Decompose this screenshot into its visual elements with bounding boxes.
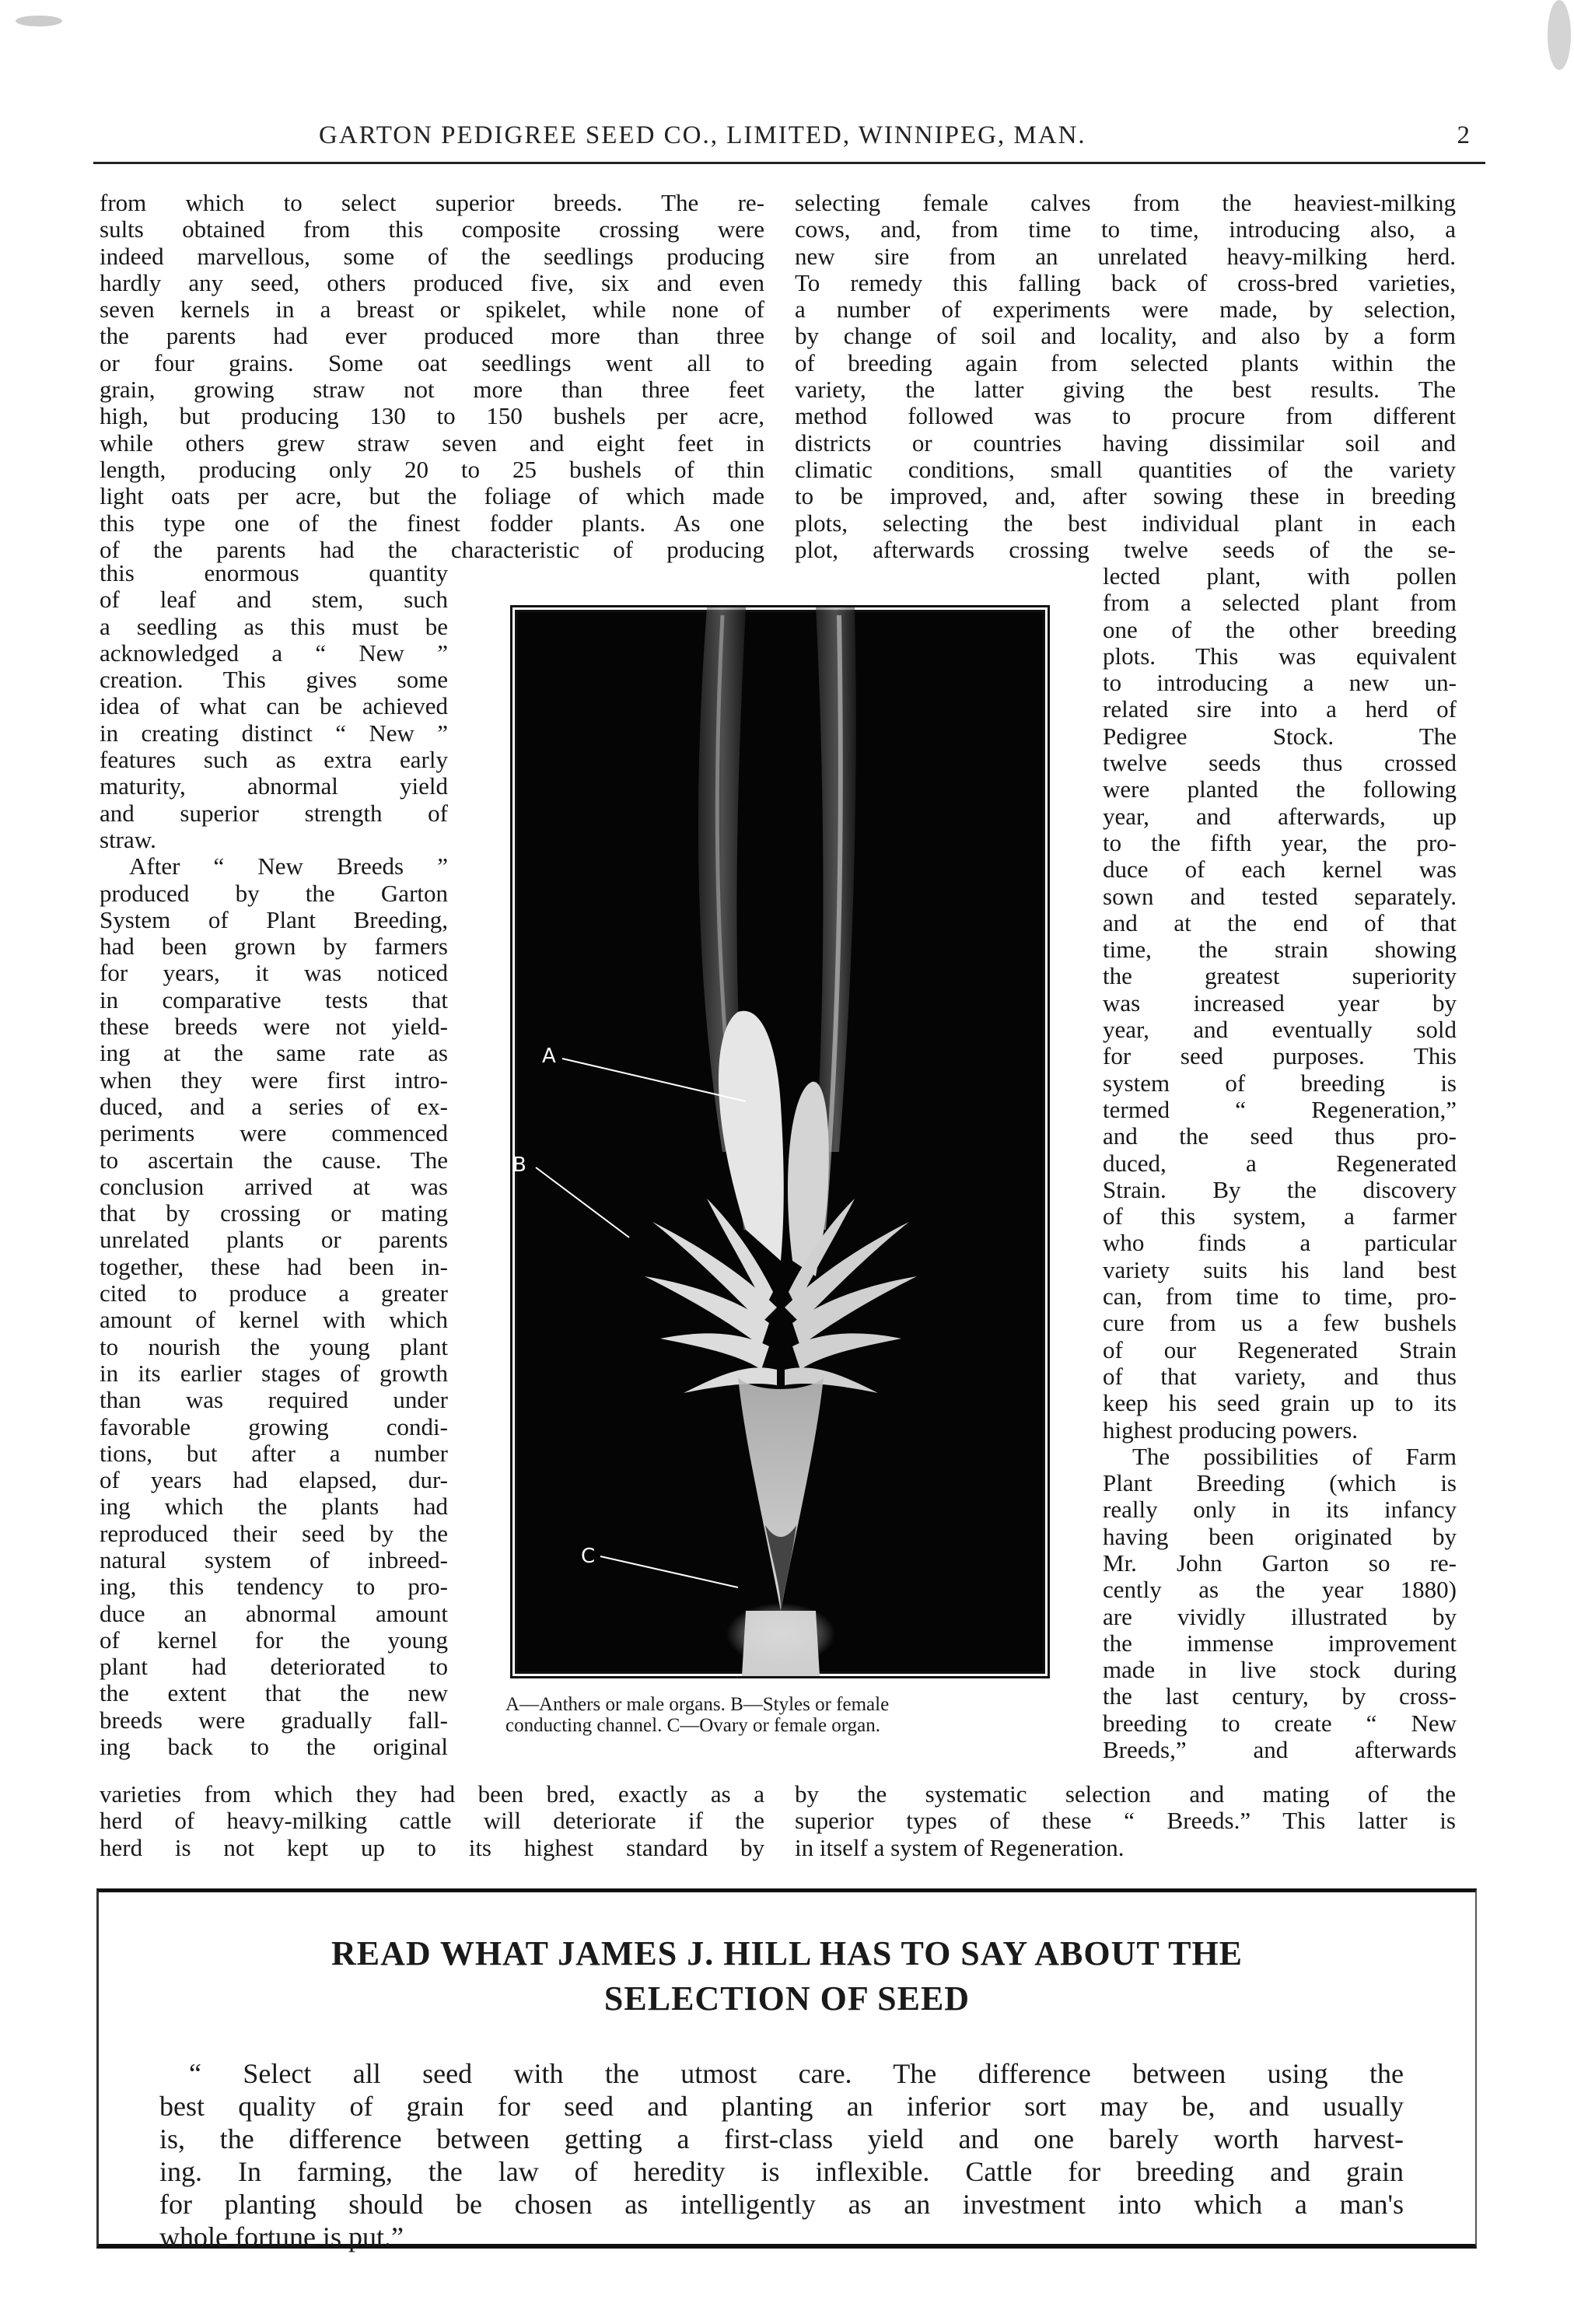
text-line: superior types of these “ Breeds.” This latter is [795, 1807, 1456, 1835]
text-line: a number of experiments were made, by selection, [795, 296, 1456, 324]
text-line: to the fifth year, the pro- [1103, 828, 1457, 856]
left-column-bottom [100, 1781, 764, 1861]
text-line: by the systematic selection and mating of the [795, 1780, 1456, 1808]
text-line: of this system, a farmer [1103, 1202, 1457, 1230]
text-line: of leaf and stem, such [100, 586, 448, 614]
text-line: districts or countries having dissimilar soil and [795, 429, 1456, 457]
text-line: varieties from which they had been bred, exactly as a [100, 1780, 764, 1808]
text-line: time, the strain showing [1103, 936, 1457, 964]
text-line: straw. [100, 825, 156, 853]
figure-caption [505, 1694, 1050, 1736]
text-line: cited to produce a greater [100, 1279, 448, 1307]
text-line: by change of soil and locality, and also by a form [795, 322, 1456, 350]
ovary-shadow [765, 1525, 796, 1611]
text-line: “ Select all seed with the utmost care. The difference between using the [189, 2058, 1404, 2089]
text-line: light oats per acre, but the foliage of which made [100, 482, 764, 510]
text-line: highest producing powers. [1103, 1416, 1359, 1444]
text-line: Plant Breeding (which is [1103, 1469, 1457, 1497]
text-line: After “ New Breeds ” [129, 852, 448, 880]
text-line: from a selected plant from [1103, 589, 1457, 617]
text-line: produced by the Garton [100, 879, 448, 907]
quote-heading-line: READ WHAT JAMES J. HILL HAS TO SAY ABOUT THE [331, 1934, 1243, 1972]
text-line: and the seed thus pro- [1103, 1122, 1457, 1150]
page-number: 2 [1457, 121, 1470, 149]
text-line: twelve seeds thus crossed [1103, 749, 1457, 777]
text-line: for years, it was noticed [100, 959, 448, 987]
text-line: these breeds were not yield- [100, 1013, 448, 1041]
text-line: climatic conditions, small quantities of the variety [795, 455, 1456, 483]
text-line: cently as the year 1880) [1103, 1576, 1457, 1604]
text-line: amount of kernel with which [100, 1306, 448, 1334]
text-line: Strain. By the discovery [1103, 1175, 1457, 1203]
text-line: conclusion arrived at was [100, 1172, 448, 1200]
text-line: had been grown by farmers [100, 933, 448, 961]
text-line: really only in its infancy [1103, 1496, 1457, 1524]
right-column-top [795, 190, 1456, 563]
right-column-bottom [795, 1781, 1456, 1861]
text-line: seven kernels in a breast or spikelet, while none of [100, 296, 764, 324]
text-line: made in live stock during [1103, 1656, 1457, 1684]
text-line: acknowledged a “ New ” [100, 639, 448, 667]
text-line: that by crossing or mating [100, 1199, 448, 1227]
text-line: selecting female calves from the heaviest-milking [795, 189, 1456, 216]
text-line: is, the difference between getting a first-class yield and one barely worth harvest- [159, 2123, 1404, 2154]
text-line: duce an abnormal amount [100, 1599, 448, 1627]
text-line: best quality of grain for seed and planting an inferior sort may be, and usually [159, 2091, 1404, 2122]
text-line: ing at the same rate as [100, 1039, 448, 1067]
text-line: are vividly illustrated by [1103, 1602, 1457, 1630]
text-line: lected plant, with pollen [1103, 562, 1457, 590]
text-line: who finds a particular [1103, 1229, 1457, 1257]
text-line: grain, growing straw not more than three feet [100, 376, 764, 404]
text-line: the last century, by cross- [1103, 1682, 1457, 1710]
text-line: while others grew straw seven and eight feet in [100, 429, 764, 457]
highlight [726, 1603, 835, 1665]
text-line: year, and afterwards, up [1103, 802, 1457, 830]
text-line: was increased year by [1103, 989, 1457, 1017]
text-line: ing back to the original [100, 1733, 448, 1761]
text-line: one of the other breeding [1103, 615, 1457, 643]
text-line: in creating distinct “ New ” [100, 719, 448, 747]
text-line: of years had elapsed, dur- [100, 1466, 448, 1494]
text-line: this enormous quantity [100, 559, 448, 586]
figure-label-a: A [542, 1045, 556, 1068]
text-line: variety, the latter giving the best results. The [795, 376, 1456, 404]
oat-flower-illustration [512, 607, 1048, 1676]
quote-heading [99, 1931, 1475, 2021]
scan-artifact [16, 16, 62, 26]
caption-line: A—Anthers or male organs. B—Styles or female [505, 1694, 890, 1715]
text-line: than was required under [100, 1386, 448, 1414]
text-line: indeed marvellous, some of the seedlings producing [100, 242, 764, 270]
text-line: plot, afterwards crossing twelve seeds of the se- [795, 535, 1456, 563]
text-line: System of Plant Breeding, [100, 905, 448, 933]
text-line: variety suits his land best [1103, 1255, 1457, 1283]
text-line: features such as extra early [100, 746, 448, 774]
text-line: ing which the plants had [100, 1493, 448, 1521]
text-line: cure from us a few bushels [1103, 1309, 1457, 1337]
text-line: in comparative tests that [100, 985, 448, 1013]
text-line: and at the end of that [1103, 908, 1457, 936]
scan-artifact [1548, 0, 1571, 70]
header-rule [93, 162, 1485, 164]
text-line: for planting should be chosen as intelligently as an investment into which a man's [159, 2189, 1404, 2220]
text-line: can, from time to time, pro- [1103, 1283, 1457, 1311]
text-line: termed “ Regeneration,” [1103, 1095, 1457, 1123]
text-line: a seedling as this must be [100, 612, 448, 640]
text-line: favorable growing condi- [100, 1412, 448, 1440]
text-line: herd is not kept up to its highest standard by [100, 1833, 764, 1861]
text-line: together, these had been in- [100, 1252, 448, 1280]
text-line: high, but producing 130 to 150 bushels per acre, [100, 402, 764, 430]
text-line: to ascertain the cause. The [100, 1146, 448, 1174]
text-line: whole fortune is put.” [159, 2221, 404, 2252]
text-line: or four grains. Some oat seedlings went all to [100, 348, 764, 376]
text-line: The possibilities of Farm [1132, 1442, 1457, 1470]
running-header [93, 117, 1478, 156]
text-line: cows, and, from time to time, introducing also, a [795, 215, 1456, 243]
figure-label-b: B [512, 1153, 526, 1177]
header-title: GARTON PEDIGREE SEED CO., LIMITED, WINNIPEG, MAN. [319, 121, 1086, 149]
text-line: Pedigree Stock. The [1103, 722, 1457, 750]
text-line: and superior strength of [100, 799, 448, 827]
figure-label-c: C [581, 1545, 596, 1568]
text-line: of that variety, and thus [1103, 1362, 1457, 1390]
text-line: for seed purposes. This [1103, 1042, 1457, 1070]
text-line: of kernel for the young [100, 1626, 448, 1654]
text-line: unrelated plants or parents [100, 1226, 448, 1254]
text-line: in itself a system of Regeneration. [795, 1833, 1125, 1861]
james-hill-quote-box [96, 1888, 1477, 2252]
text-line: of our Regenerated Strain [1103, 1335, 1457, 1363]
text-line: this type one of the finest fodder plants. As one [100, 509, 764, 537]
text-line: Breeds,” and afterwards [1103, 1736, 1457, 1764]
text-line: duced, and a series of ex- [100, 1092, 448, 1120]
text-line: tions, but after a number [100, 1439, 448, 1467]
text-line: to introducing a new un- [1103, 669, 1457, 697]
text-line: sults obtained from this composite crossing were [100, 215, 764, 243]
text-line: To remedy this falling back of cross-bred varieties, [795, 268, 1456, 296]
text-line: reproduced their seed by the [100, 1519, 448, 1547]
caption-line: conducting channel. C—Ovary or female organ. [505, 1715, 881, 1736]
left-column-wrap [100, 560, 448, 1760]
text-line: creation. This gives some [100, 666, 448, 694]
text-line: the parents had ever produced more than three [100, 322, 764, 350]
left-column-top [100, 190, 764, 563]
right-column-wrap [1103, 563, 1457, 1763]
text-line: of breeding again from selected plants within the [795, 348, 1456, 376]
text-line: system of breeding is [1103, 1069, 1457, 1097]
text-line: idea of what can be achieved [100, 692, 448, 720]
text-line: ing. In farming, the law of heredity is inflexible. Cattle for breeding and grain [159, 2156, 1404, 2187]
text-line: maturity, abnormal yield [100, 772, 448, 800]
text-line: to nourish the young plant [100, 1332, 448, 1360]
text-line: periments were commenced [100, 1119, 448, 1147]
text-line: length, producing only 20 to 25 bushels of thin [100, 455, 764, 483]
text-line: herd of heavy-milking cattle will deteriorate if the [100, 1807, 764, 1835]
oat-flower-photograph [510, 605, 1050, 1678]
text-line: duce of each kernel was [1103, 856, 1457, 884]
text-line: having been originated by [1103, 1522, 1457, 1550]
text-line: breeding to create “ New [1103, 1709, 1457, 1737]
text-line: year, and eventually sold [1103, 1016, 1457, 1044]
text-line: keep his seed grain up to its [1103, 1389, 1457, 1417]
text-line: plots, selecting the best individual plant in each [795, 509, 1456, 537]
text-line: of the parents had the characteristic of producing [100, 535, 764, 563]
text-line: from which to select superior breeds. The re- [100, 189, 764, 216]
text-line: hardly any seed, others produced five, six and even [100, 268, 764, 296]
pointer-line-c [600, 1556, 738, 1587]
pointer-line-b [536, 1167, 629, 1237]
quote-text [159, 2057, 1404, 2253]
text-line: natural system of inbreed- [100, 1545, 448, 1573]
text-line: duced, a Regenerated [1103, 1149, 1457, 1177]
text-line: sown and tested separately. [1103, 882, 1457, 910]
text-line: the greatest superiority [1103, 962, 1457, 990]
text-line: the immense improvement [1103, 1629, 1457, 1657]
quote-heading-line: SELECTION OF SEED [603, 1979, 971, 2018]
text-line: in its earlier stages of growth [100, 1359, 448, 1387]
text-line: plots. This was equivalent [1103, 642, 1457, 670]
text-line: the extent that the new [100, 1679, 448, 1707]
text-line: Mr. John Garton so re- [1103, 1549, 1457, 1577]
text-line: were planted the following [1103, 775, 1457, 803]
text-line: to be improved, and, after sowing these in breeding [795, 482, 1456, 510]
text-line: when they were first intro- [100, 1066, 448, 1094]
text-line: breeds were gradually fall- [100, 1706, 448, 1734]
text-line: new sire from an unrelated heavy-milking herd. [795, 242, 1456, 270]
text-line: method followed was to procure from different [795, 402, 1456, 430]
text-line: ing, this tendency to pro- [100, 1573, 448, 1601]
text-line: plant had deteriorated to [100, 1653, 448, 1681]
text-line: related sire into a herd of [1103, 695, 1457, 723]
